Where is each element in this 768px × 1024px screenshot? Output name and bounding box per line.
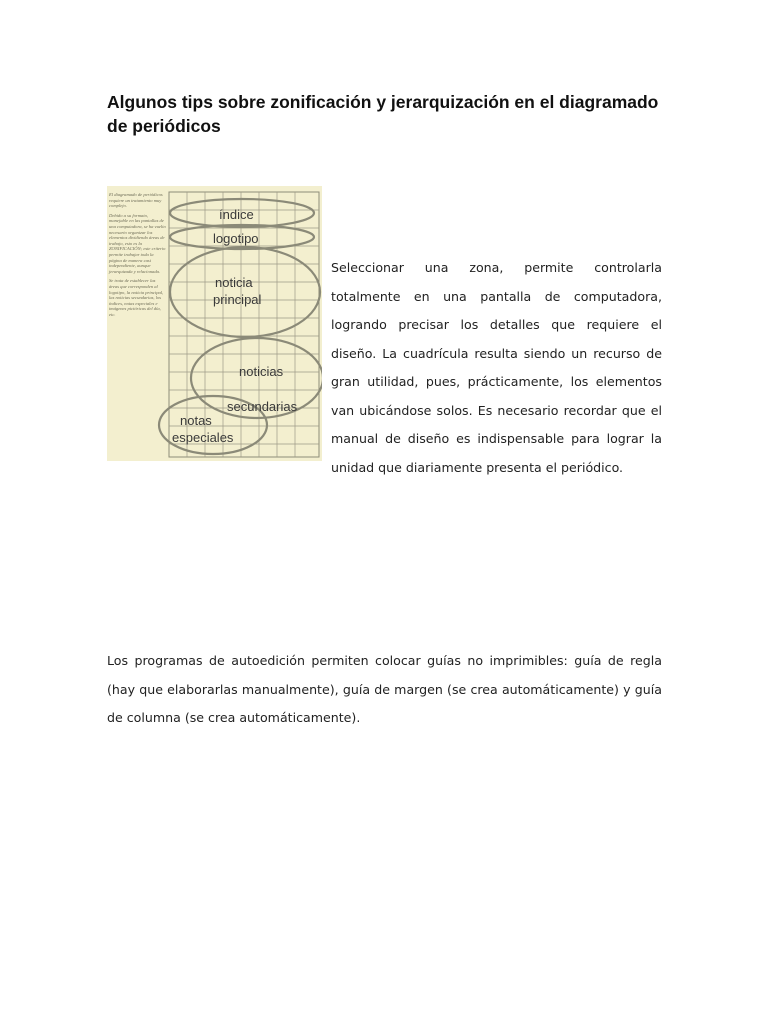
zone-label-secundarias: secundarias [227,399,298,414]
zoning-grid-svg [107,186,322,461]
zone-label-logotipo: logotipo [213,231,259,246]
zone-label-notas: notas [180,413,212,428]
page-title: Algunos tips sobre zonificación y jerarquización en el diagramado de periódicos [107,92,659,136]
paragraph-zoning: Seleccionar una zona, permite controlarla totalmente en una pantalla de computadora, logrando precisar los detalles que requiere el diseño. La cuadrícula resulta siendo un recurso de gran utilidad, pues, prácticamente, los elementos van ubicándose solos. Es necesario recordar que el manual de diseño es indispensable para lograr la unidad que diariamente presenta el periódico. [331,260,662,475]
zone-label-indice: índice [219,207,254,222]
zoning-grid-figure [107,186,322,461]
figure-sidebar-paragraph: El diagramado de periódicos requiere un tratamiento muy complejo. [109,192,163,209]
zone-label-noticias: noticias [239,364,284,379]
figure-sidebar-paragraph: Se trata de establecer las áreas que corresponden al logotipo, la noticia principal, las noticias secundarias, los índices, notas especiales e imágenes pictóricas del día, etc. [109,278,164,317]
zone-label-noticia: noticia [215,275,253,290]
zone-label-principal: principal [213,292,262,307]
paragraph-guides: Los programas de autoedición permiten colocar guías no imprimibles: guía de regla (hay que elaborarlas manualmente), guía de margen (se crea automáticamente) y guía de columna (se crea automáticamente). [107,653,662,725]
figure-sidebar-paragraph: Debido a su formato, manejable en las pantallas de una computadora, se ha vuelto necesario organizar los elementos dividiendo áreas de trabajo, esto es la ZONIFICACIÓN; este criterio permite trabajar toda la página de manera casi independiente, aunque jerarquizada y relacionada. [109,212,166,274]
zone-label-especiales: especiales [172,430,234,445]
